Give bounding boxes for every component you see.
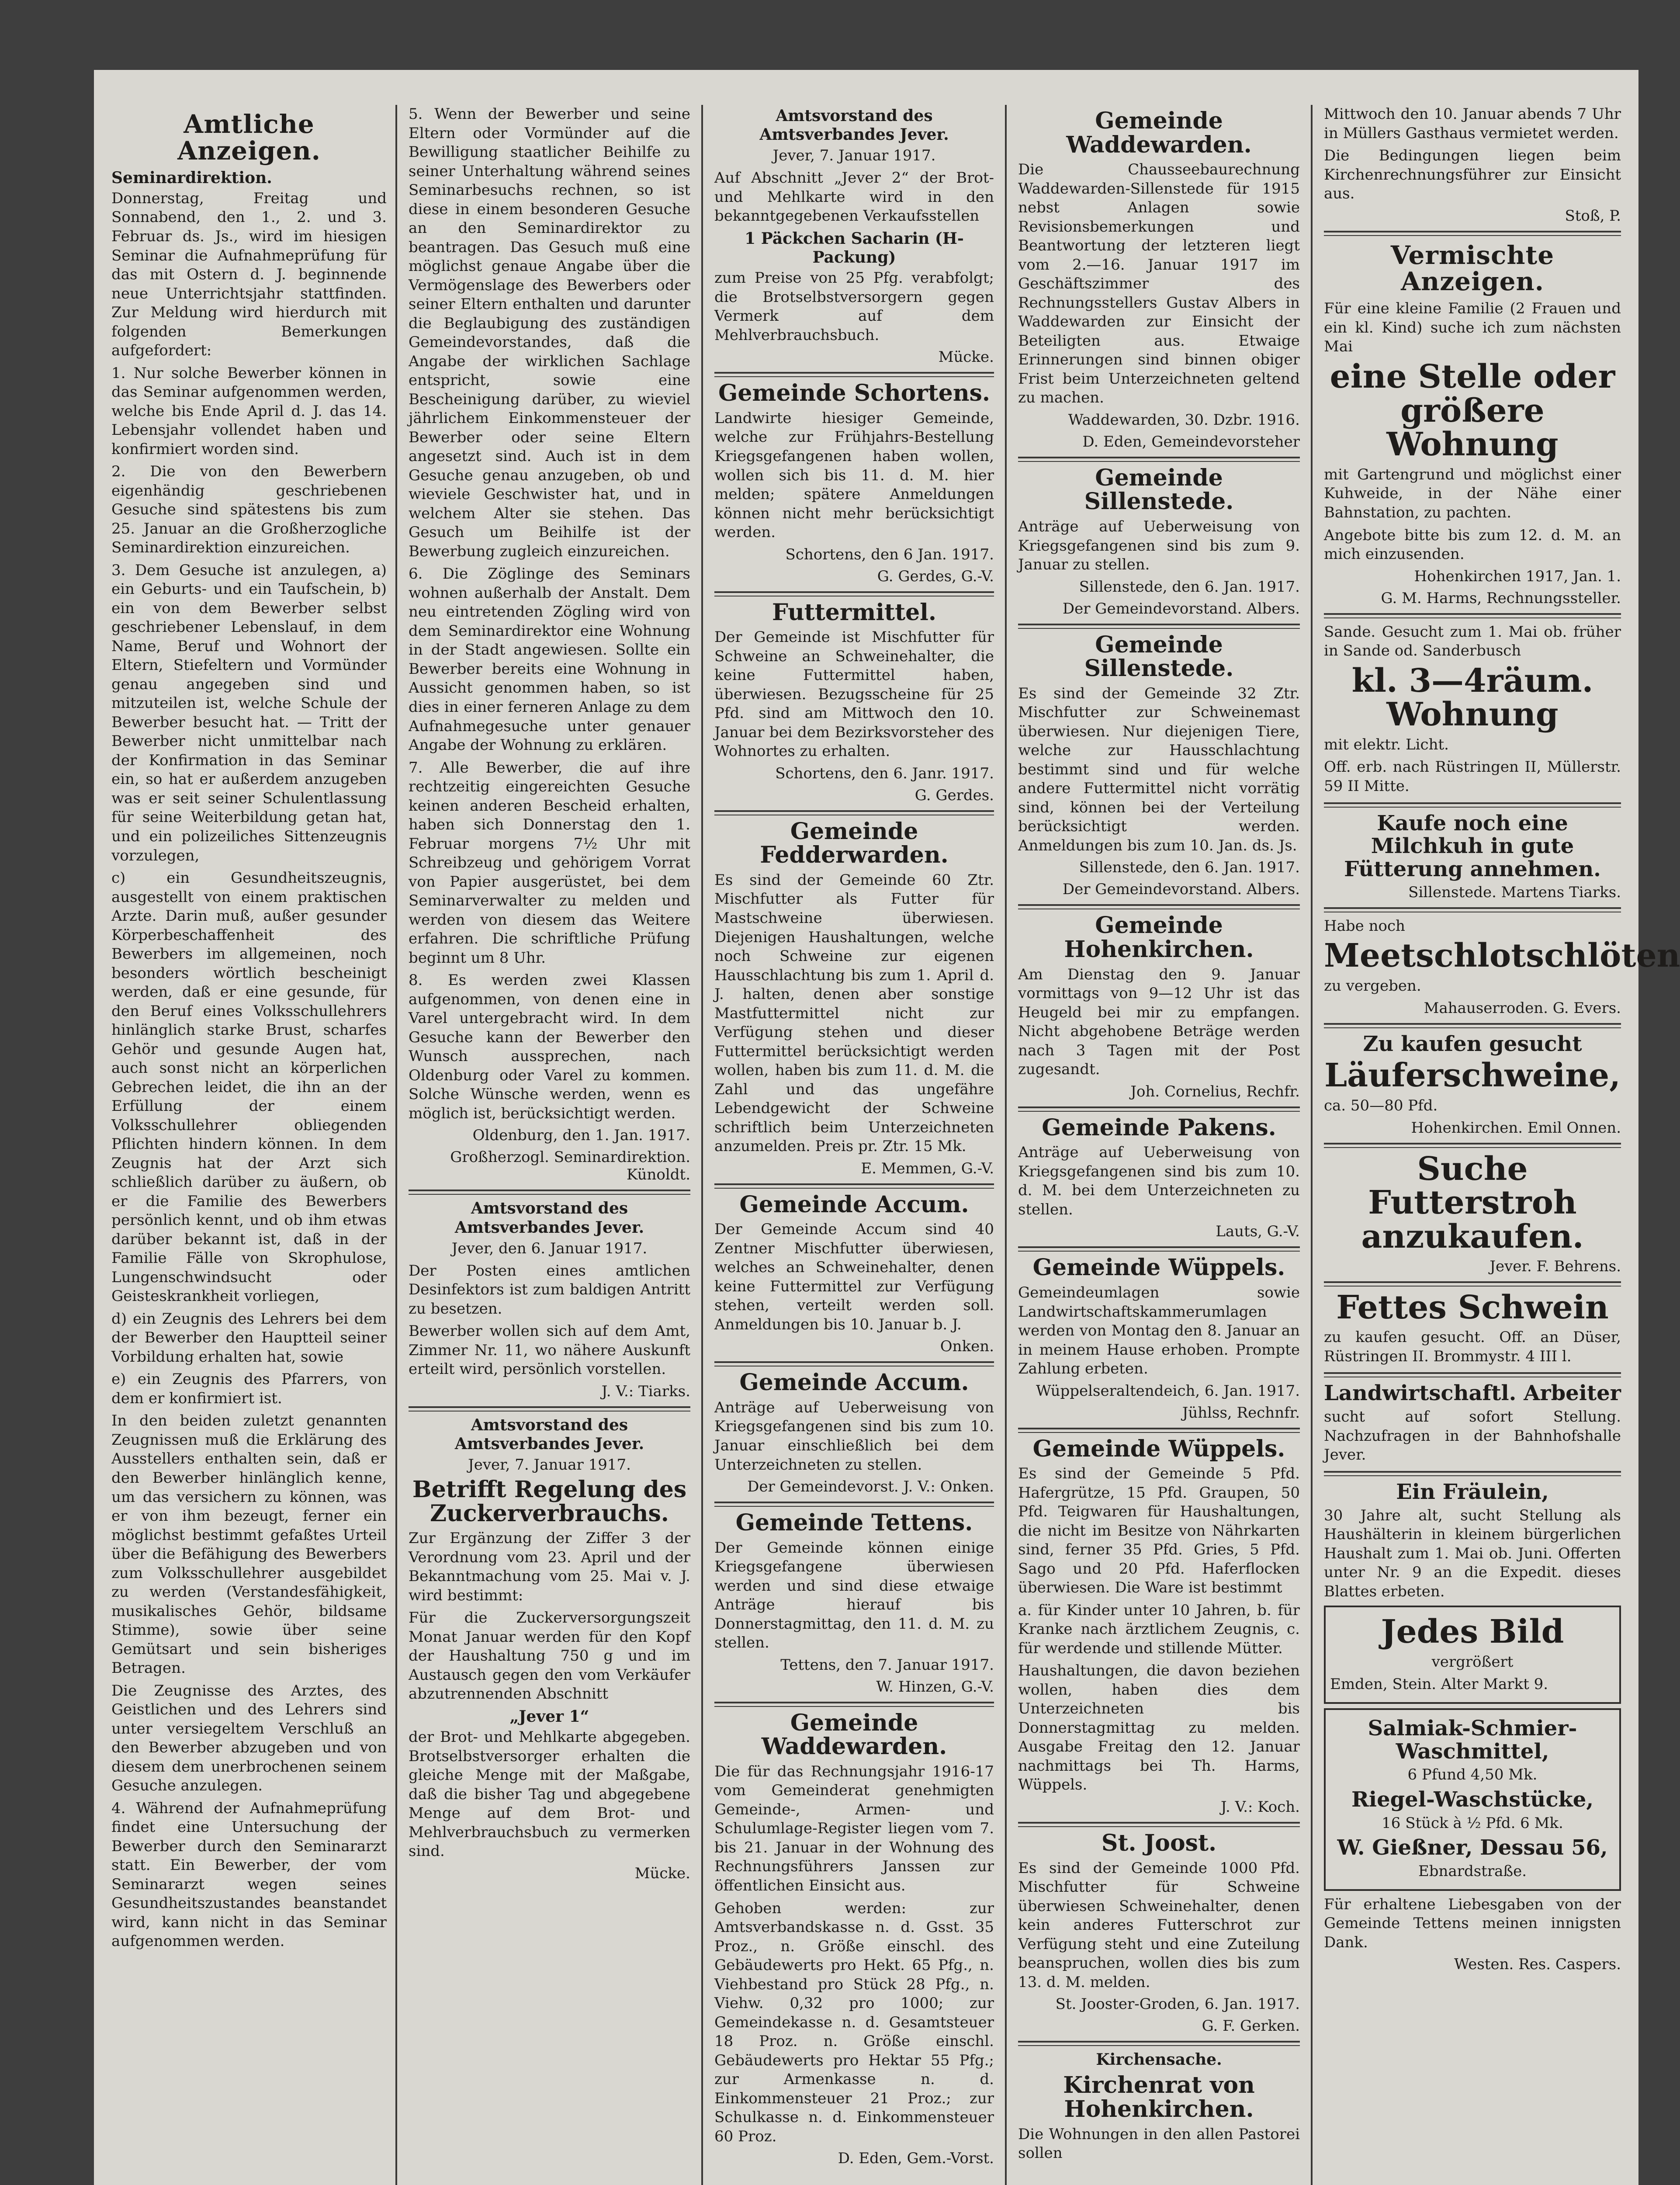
notice-title: Gemeinde Fedderwarden. xyxy=(760,818,949,869)
notice-signature: W. Hinzen, G.-V. xyxy=(876,1678,994,1696)
notice-separator xyxy=(714,1183,994,1189)
newspaper-page xyxy=(94,70,1680,2185)
ad-separator xyxy=(1324,613,1621,618)
notice-title: Gemeinde Sillenstede. xyxy=(1084,631,1234,682)
notice-heading: Amtsvorstand des Amtsverbandes Jever. xyxy=(454,1199,644,1237)
notice-text: Die für das Rechnungsjahr 1916-17 vom Gemeinderat genehmigten Gemeinde-, Armen- und Schulumlage-Register liegen vom 7. bis 21. Januar in der Wohnung des Rechnungsführers Janssen zur öffentlichen Einsicht aus. xyxy=(714,1762,994,1894)
section-title: Amtliche Anzeigen. xyxy=(177,109,321,166)
notice-separator xyxy=(409,1190,690,1195)
ad-text: Off. erb. nach Rüstringen II, Müllerstr. 59 II Mitte. xyxy=(1324,758,1621,795)
ad-text: mit Gartengrund und möglichst einer Kuhweide, in der Nähe einer Bahnstation, zu pachten. xyxy=(1324,465,1621,521)
notice-text: 5. Wenn der Bewerber und seine Eltern oder Vormünder auf die Bewilligung staatlicher Beihilfe zu seiner Unterhaltung während seines Seminarbesuchs rechnen, so ist diese in einem besonderen Gesuche an den Seminardirektor zu beantragen. Das Gesuch muß eine möglichst genaue Angabe über die Vermögenslage des Bewerbers oder seiner Eltern enthalten und darunter die Beglaubigung des zuständigen Gemeindevorstandes, daß die Angabe der wirklichen Sachlage entspricht, sowie eine Bescheinigung darüber, zu wieviel jährlichem Einkommensteuer der Bewerber oder seine Eltern angesetzt sind. Auch ist in dem Gesuche genau anzugeben, ob und wieviele Geschwister hat, und in welchem Alter sie stehen. Das Gesuch um Beihilfe ist der Bewerbung zugleich einzureichen. xyxy=(409,105,690,560)
ad-headline: Meetschlotschlöten xyxy=(1324,937,1680,975)
notice-text: Die Zeugnisse des Arztes, des Geistlichen und des Lehrers sind unter versiegeltem Verschluß an den Bewerber abzugeben und von diesem dem unerbrochenen seinem Gesuche anzulegen. xyxy=(111,1682,387,1795)
notice-text: Der Gemeinde Accum sind 40 Zentner Mischfutter überwiesen, welches an Schweinehalter, denen keine Futtermittel zur Verfügung stehen, verteilt werden soll. Anmeldungen bis 10. Januar b. J. xyxy=(714,1221,994,1333)
notice-separator xyxy=(1018,624,1300,629)
ad-text: 6 Pfund 4,50 Mk. xyxy=(1407,1766,1538,1784)
notice-separator xyxy=(1324,231,1621,236)
column-rule xyxy=(1311,105,1313,2185)
column-rule xyxy=(701,105,703,2185)
notice-text: 6. Die Zöglinge des Seminars wohnen außerhalb der Anstalt. Dem neu eintretenden Zögling wird von dem Seminardirektor eine Wohnung in der Stadt angewiesen. Sollte ein Bewerber bereits eine Wohnung in Aussicht genommen haben, so ist dies in einer ferneren Anlage zu dem Aufnahmegesuche unter genauer Angabe der Wohnung zu erklären. xyxy=(409,565,690,754)
notice-text: zum Preise von 25 Pfg. verabfolgt; die Brotselbstversorgern gegen Vermerk auf dem Mehlverbrauchsbuch. xyxy=(714,269,994,344)
notice-signature: Der Gemeindevorst. J. V.: Onken. xyxy=(747,1478,994,1496)
ad-headline: Riegel-Waschstücke, xyxy=(1351,1787,1594,1812)
notice-text: d) ein Zeugnis des Lehrers bei dem der Bewerber den Hauptteil seiner Vorbildung erhalten hat, sowie xyxy=(111,1310,387,1366)
notice-text: Zur Ergänzung der Ziffer 3 der Verordnung vom 23. April und der Bekanntmachung vom 25. Mai v. J. wird bestimmt: xyxy=(409,1530,690,1604)
ad-signature: Westen. Res. Caspers. xyxy=(1454,1956,1621,1973)
ad-signature: Hohenkirchen. Emil Onnen. xyxy=(1411,1119,1621,1137)
notice-text: c) ein Gesundheitszeugnis, ausgestellt von einem praktischen Arzte. Darin muß, außer gesunder Körperbeschaffenheit des Bewerbers im allgemeinen, noch besonders wörtlich bescheinigt werden, daß er eine gesunde, für den Beruf eines Volksschullehrers hinlänglich starke Brust, scharfes Gehör und gesunde Augen hat, auch sonst nicht an körperlichen Gebrechen leidet, die ihn an der Erfüllung der einem Volksschullehrer obliegenden Pflichten hindern können. In dem Zeugnis hat der Arzt sich schließlich darüber zu äußern, ob er die Familie des Bewerbers persönlich kennt, und ob ihm etwas darüber bekannt ist, daß in der Familie Fälle von Skrophulose, Lungenschwindsucht oder Geisteskrankheit vorliegen, xyxy=(111,869,387,1305)
ad-text: zu kaufen gesucht. Off. an Düser, Rüstringen II. Brommystr. 4 III l. xyxy=(1324,1328,1621,1365)
ad-separator xyxy=(1324,802,1621,808)
ad-separator xyxy=(1324,1281,1621,1287)
column-2 xyxy=(409,105,690,1887)
notice-separator xyxy=(714,591,994,597)
ad-headline: Fettes Schwein xyxy=(1336,1288,1609,1326)
notice-title: Gemeinde Schortens. xyxy=(718,380,991,407)
ad-date: Hohenkirchen 1917, Jan. 1. xyxy=(1414,567,1621,585)
notice-title: Gemeinde Wüppels. xyxy=(1032,1254,1285,1281)
notice-highlight: „Jever 1“ xyxy=(509,1707,589,1726)
notice-text: 3. Dem Gesuche ist anzulegen, a) ein Geburts- und ein Taufschein, b) ein von dem Bewerber selbst geschriebener Lebenslauf, in dem Name, Beruf und Wohnort der Eltern, Stiefeltern und Vormünder genau angegeben sind und mitzuteilen ist, welche Schule der Bewerber besucht hat. — Tritt der Bewerber nicht unmittelbar nach der Konfirmation in das Seminar ein, so hat er außerdem anzugeben was er seit seiner Schulentlassung für seine Weiterbildung getan hat, und ein polizeiliches Sittenzeugnis vorzulegen, xyxy=(111,561,387,864)
notice-date: St. Jooster-Groden, 6. Jan. 1917. xyxy=(1055,1995,1300,2013)
notice-signature: Stoß, P. xyxy=(1565,207,1621,225)
ad-text: ca. 50—80 Pfd. xyxy=(1324,1097,1438,1115)
notice-text: Gehoben werden: zur Amtsverbandskasse n. d. Gsst. 35 Proz., n. Größe einschl. des Gebäudewerts pro Hekt. 65 Pfg., n. Viehbestand pro Stück 28 Pfg., n. Viehw. 0,32 pro 1000; zur Gemeindekasse n. d. Gesamtsteuer 18 Proz. n. Größe einschl. Gebäudewerts pro Hektar 55 Pfg.; zur Armenkasse n. d. Einkommensteuer 21 Proz.; zur Schulkasse n. d. Einkommensteuer 60 Proz. xyxy=(714,1899,994,2145)
ad-separator xyxy=(1324,1143,1621,1148)
ad-separator xyxy=(1324,907,1621,912)
notice-text: Die Wohnungen in den allen Pastorei sollen xyxy=(1018,2125,1300,2162)
notice-title: St. Joost. xyxy=(1101,1829,1217,1856)
notice-text: Am Dienstag den 9. Januar vormittags von 9—12 Uhr ist das Heugeld bei mir zu empfangen. Nicht abgehobene Beträge werden nach 3 Tagen mit der Post zugesandt. xyxy=(1018,965,1300,1079)
ad-signature: G. M. Harms, Rechnungssteller. xyxy=(1381,589,1621,607)
ad-text: Habe noch xyxy=(1324,917,1405,935)
ad-text: Emden, Stein. Alter Markt 9. xyxy=(1330,1675,1548,1693)
notice-text: Der Gemeinde können einige Kriegsgefangene überwiesen werden und sind diese etwaige Anträge hierauf bis Donnerstagmittag, den 11. d. M. zu stellen. xyxy=(714,1539,994,1652)
notice-signature: Jühlss, Rechnfr. xyxy=(1182,1404,1300,1422)
notice-title: Gemeinde Accum. xyxy=(739,1191,969,1218)
ad-box xyxy=(1324,1708,1621,1891)
ad-text: sucht auf sofort Stellung. Nachzufragen in der Bahnhofshalle Jever. xyxy=(1324,1408,1621,1464)
notice-separator xyxy=(1018,1246,1300,1252)
notice-signature: G. F. Gerken. xyxy=(1202,2017,1300,2035)
notice-text: Die Bedingungen liegen beim Kirchenrechnungsführer zur Einsicht aus. xyxy=(1324,147,1621,203)
ad-text: zu vergeben. xyxy=(1324,977,1421,995)
notice-title: Betrifft Regelung des Zuckerverbrauchs. xyxy=(412,1476,687,1527)
notice-date: Jever, 7. Januar 1917. xyxy=(468,1456,631,1474)
ad-text: Ebnardstraße. xyxy=(1418,1862,1527,1880)
ad-text: Für erhaltene Liebesgaben von der Gemeinde Tettens meinen innigsten Dank. xyxy=(1324,1895,1621,1951)
column-rule xyxy=(395,105,397,2185)
notice-title: Futtermittel. xyxy=(772,599,937,626)
column-5 xyxy=(1324,105,1680,1977)
notice-title: Gemeinde Sillenstede. xyxy=(1084,464,1234,515)
notice-heading: Seminardirektion. xyxy=(111,168,272,187)
notice-text: Haushaltungen, die davon beziehen wollen, haben dies dem Unterzeichneten bis Donnerstagmittag zu melden. Ausgabe Freitag den 12. Januar nachmittags bei Th. Harms, Wüppels. xyxy=(1018,1662,1300,1794)
notice-signature: J. V.: Koch. xyxy=(1221,1798,1300,1816)
notice-text: Es sind der Gemeinde 32 Ztr. Mischfutter zur Schweinemast überwiesen. Nur diejenigen Tiere, welche zur Hausschlachtung bestimmt sind und für welche andere Futtermittel nicht vorrätig sind, können bei der Verteilung berücksichtigt werden. Anmeldungen bis zum 10. Jan. ds. Js. xyxy=(1018,684,1300,854)
notice-separator xyxy=(714,372,994,377)
ad-headline: Landwirtschaftl. Arbeiter xyxy=(1324,1381,1621,1406)
notice-title: Gemeinde Accum. xyxy=(739,1369,969,1396)
notice-heading: Kirchensache. xyxy=(1096,2050,1222,2069)
column-rule xyxy=(1005,105,1007,2185)
section-title: Vermischte Anzeigen. xyxy=(1390,240,1555,297)
notice-text: Landwirte hiesiger Gemeinde, welche zur Frühjahrs-Bestellung Kriegsgefangenen haben wollen, wollen sich bis 11. d. M. hier melden; spätere Anmeldungen können nicht mehr berücksichtigt werden. xyxy=(714,409,994,541)
notice-signature: Der Gemeindevorstand. Albers. xyxy=(1062,600,1300,617)
notice-title: Gemeinde Wüppels. xyxy=(1032,1435,1285,1462)
ad-text: Sande. Gesucht zum 1. Mai ob. früher in Sande od. Sanderbusch xyxy=(1324,623,1621,660)
notice-separator xyxy=(1018,1428,1300,1433)
notice-title: Gemeinde Hohenkirchen. xyxy=(1064,912,1254,963)
notice-title: Gemeinde Pakens. xyxy=(1042,1114,1276,1141)
ad-headline: Kaufe noch eine Milchkuh in gute Fütterung annehmen. xyxy=(1344,811,1601,882)
notice-date: Jever, den 6. Januar 1917. xyxy=(451,1239,648,1257)
ad-headline: kl. 3—4räum. Wohnung xyxy=(1351,662,1593,734)
ad-separator xyxy=(1324,1372,1621,1377)
notice-text: e) ein Zeugnis des Pfarrers, von dem er konfirmiert ist. xyxy=(111,1370,387,1407)
notice-signature: Großherzogl. Seminardirektion. Künoldt. xyxy=(450,1148,690,1184)
notice-separator xyxy=(1018,904,1300,909)
ad-text: Für eine kleine Familie (2 Frauen und ein kl. Kind) suche ich zum nächsten Mai xyxy=(1324,300,1621,356)
notice-text: 4. Während der Aufnahmeprüfung findet eine Untersuchung der Bewerber durch den Seminararzt statt. Ein Bewerber, der vom Seminararzt wegen seines Gesundheitszustandes beanstandet wird, kann nicht in das Seminar aufgenommen werden. xyxy=(111,1799,387,1950)
notice-text: Donnerstag, Freitag und Sonnabend, den 1., 2. und 3. Februar ds. Js., wird im hiesigen Seminar die Aufnahmeprüfung für das mit Ostern d. J. beginnende neue Unterrichtsjahr stattfinden. Zur Meldung wird hierdurch mit folgenden Bemerkungen aufgefordert: xyxy=(111,189,387,360)
notice-date: Wüppelseraltendeich, 6. Jan. 1917. xyxy=(1036,1382,1300,1400)
notice-text: Gemeindeumlagen sowie Landwirtschaftskammerumlagen werden von Montag den 8. Januar an in meinem Hause erhoben. Prompte Zahlung erbeten. xyxy=(1018,1283,1300,1378)
notice-separator xyxy=(714,1502,994,1507)
notice-signature: Mücke. xyxy=(634,1864,690,1882)
ad-headline: W. Gießner, Dessau 56, xyxy=(1337,1835,1608,1860)
notice-signature: Lauts, G.-V. xyxy=(1216,1223,1300,1241)
notice-date: Sillenstede, den 6. Jan. 1917. xyxy=(1079,859,1300,877)
notice-signature: J. V.: Tiarks. xyxy=(601,1382,690,1400)
notice-heading: Amtsvorstand des Amtsverbandes Jever. xyxy=(454,1415,644,1453)
notice-text: Es sind der Gemeinde 60 Ztr. Mischfutter als Futter für Mastschweine überwiesen. Diejenigen Haushaltungen, welche noch Schweine zur eigenen Hausschlachtung bis zum 1. April d. J. halten, denen aber sonstige Mastfuttermittel nicht zur Verfügung stehen und dieser Futtermittel berücksichtigt werden wollen, haben bis zum 11. d. M. die Zahl und das ungefähre Lebendgewicht der Schweine schriftlich beim Unterzeichneten anzumelden. Preis pr. Ztr. 15 Mk. xyxy=(714,871,994,1155)
ad-headline: Suche Futterstroh anzukaufen. xyxy=(1361,1150,1584,1256)
notice-separator xyxy=(1018,2041,1300,2046)
ad-headline: Ein Fräulein, xyxy=(1396,1479,1549,1504)
ad-signature: Mahauserroden. G. Evers. xyxy=(1424,999,1621,1017)
ad-headline: eine Stelle oder größere Wohnung xyxy=(1330,357,1615,464)
ad-text: mit elektr. Licht. xyxy=(1324,735,1449,753)
notice-title: Gemeinde Waddewarden. xyxy=(1066,108,1252,158)
notice-date: Schortens, den 6. Janr. 1917. xyxy=(775,764,994,782)
notice-text: Die Chausseebaurechnung Waddewarden-Sillenstede für 1915 nebst Anlagen sowie Revisionsbemerkungen und Beantwortung der letzteren liegt vom 2.—16. Januar 1917 im Geschäftszimmer des Rechnungsstellers Gustav Albers in Waddewarden zur Einsicht der Beteiligten aus. Etwaige Erinnerungen sind binnen obiger Frist beim Unterzeichneten geltend zu machen. xyxy=(1018,161,1300,407)
notice-text: Bewerber wollen sich auf dem Amt, Zimmer Nr. 11, wo nähere Auskunft erteilt wird, persönlich vorstellen. xyxy=(409,1322,690,1378)
notice-text: Der Posten eines amtlichen Desinfektors ist zum baldigen Antritt zu besetzen. xyxy=(409,1262,690,1318)
ad-text: vergrößert xyxy=(1431,1653,1514,1671)
notice-title: Gemeinde Tettens. xyxy=(735,1509,973,1536)
notice-text: 2. Die von den Bewerbern eigenhändig geschriebenen Gesuche sind spätestens bis zum 25. Januar an die Großherzogliche Seminardirektion einzureichen. xyxy=(111,463,387,557)
notice-text: Mittwoch den 10. Januar abends 7 Uhr in Müllers Gasthaus vermietet werden. xyxy=(1324,105,1621,142)
ad-headline: Zu kaufen gesucht xyxy=(1363,1031,1582,1056)
notice-signature: G. Gerdes. xyxy=(914,786,994,804)
notice-text: Anträge auf Ueberweisung von Kriegsgefangenen sind bis zum 10. d. M. bei dem Unterzeichneten zu stellen. xyxy=(1018,1144,1300,1218)
ad-headline: Läuferschweine, xyxy=(1324,1057,1621,1095)
column-3 xyxy=(714,105,994,2171)
notice-date: Jever, 7. Januar 1917. xyxy=(772,147,936,165)
ad-text: Angebote bitte bis zum 12. d. M. an mich einzusenden. xyxy=(1324,526,1621,563)
notice-signature: Der Gemeindevorstand. Albers. xyxy=(1062,881,1300,898)
notice-heading: Amtsvorstand des Amtsverbandes Jever. xyxy=(759,107,949,144)
notice-signature: Joh. Cornelius, Rechfr. xyxy=(1130,1082,1300,1100)
notice-text: 7. Alle Bewerber, die auf ihre rechtzeitig eingereichten Gesuche keinen anderen Bescheid erhalten, haben sich Donnerstag den 1. Februar morgens 7½ Uhr mit Schreibzeug und gehörigem Vorrat von Papier ausgerüstet, bei dem Seminarverwalter zu melden und werden von diesem das Weitere erfahren. Die schriftliche Prüfung beginnt um 8 Uhr. xyxy=(409,759,690,967)
ad-separator xyxy=(1324,1471,1621,1476)
notice-text: Anträge auf Ueberweisung von Kriegsgefangenen sind bis zum 9. Januar zu stellen. xyxy=(1018,518,1300,574)
notice-text: Es sind der Gemeinde 5 Pfd. Hafergrütze, 15 Pfd. Graupen, 50 Pfd. Teigwaren für Haushaltungen, die nicht im Besitze von Nährkarten sind, ferner 35 Pfd. Gries, 5 Pfd. Sago und 20 Pfd. Haferflocken überwiesen. Die Ware ist bestimmt xyxy=(1018,1465,1300,1597)
notice-date: Waddewarden, 30. Dzbr. 1916. xyxy=(1068,411,1300,429)
notice-title: Kirchenrat von Hohenkirchen. xyxy=(1063,2072,1255,2123)
notice-title: Gemeinde Waddewarden. xyxy=(761,1709,947,1760)
notice-separator xyxy=(714,1361,994,1366)
notice-text: Für die Zuckerversorgungszeit Monat Januar werden für den Kopf der Haushaltung 750 g und im Austausch gegen den vom Verkäufer abzutrennenden Abschnitt xyxy=(409,1609,690,1703)
notice-text: Auf Abschnitt „Jever 2“ der Brot- und Mehlkarte wird in den bekanntgegebenen Verkaufsstellen xyxy=(714,169,994,225)
column-1 xyxy=(111,105,387,1955)
ad-headline: Salmiak-Schmier-Waschmittel, xyxy=(1368,1716,1577,1764)
notice-separator xyxy=(1018,1106,1300,1112)
notice-signature: Mücke. xyxy=(938,348,994,366)
ad-signature: Jever. F. Behrens. xyxy=(1489,1257,1621,1275)
notice-separator xyxy=(714,810,994,815)
notice-separator xyxy=(409,1406,690,1412)
notice-text: 8. Es werden zwei Klassen aufgenommen, von denen eine in Varel untergebracht wird. In dem Gesuche kann der Bewerber den Wunsch aussprechen, nach Oldenburg oder Varel zu kommen. Solche Wünsche werden, wenn es möglich ist, berücksichtigt werden. xyxy=(409,971,690,1122)
ad-signature: Sillenstede. Martens Tiarks. xyxy=(1408,883,1621,901)
notice-signature: G. Gerdes, G.-V. xyxy=(877,567,994,585)
notice-text: Der Gemeinde ist Mischfutter für Schweine an Schweinehalter, die keine Futtermittel haben, überwiesen. Bezugsscheine für 25 Pfd. sind am Mittwoch den 10. Januar bei dem Bezirksvorsteher des Wohnortes zu erhalten. xyxy=(714,628,994,760)
notice-highlight: 1 Päckchen Sacharin (H-Packung) xyxy=(745,229,964,267)
notice-separator xyxy=(1018,1822,1300,1827)
notice-date: Oldenburg, den 1. Jan. 1917. xyxy=(472,1127,690,1145)
notice-text: 1. Nur solche Bewerber können in das Seminar aufgenommen werden, welche bis Ende April d. J. das 14. Lebensjahr vollendet haben und konfirmiert worden sind. xyxy=(111,364,387,458)
notice-separator xyxy=(714,1702,994,1707)
notice-text: In den beiden zuletzt genannten Zeugnissen muß die Erklärung des Ausstellers enthalten sein, daß er den Bewerber hinlänglich kenne, um das versichern zu können, was er von ihm bezeugt, ferner ein möglichst bestimmt gefaßtes Urteil über die Befähigung des Bewerbers zum Volksschullehrer ausgebildet zu werden (Verstandesfähigkeit, musikalisches Gehör, bildsame Stimme), sowie über seine Gemütsart und sein bisheriges Betragen. xyxy=(111,1412,387,1677)
notice-signature: D. Eden, Gemeindevorsteher xyxy=(1082,433,1300,451)
notice-text: Anträge auf Ueberweisung von Kriegsgefangenen sind bis zum 10. Januar einschließlich bei dem Unterzeichneten zu stellen. xyxy=(714,1398,994,1474)
ad-box xyxy=(1324,1606,1621,1704)
notice-text: der Brot- und Mehlkarte abgegeben. Brotselbstversorger erhalten die gleiche Menge mit der Maßgabe, daß die bisher Tag und abgegebene Menge auf dem Brot- und Mehlverbrauchsbuch zu vermerken sind. xyxy=(409,1728,690,1860)
notice-signature: D. Eden, Gem.-Vorst. xyxy=(838,2150,994,2168)
notice-date: Schortens, den 6 Jan. 1917. xyxy=(785,545,994,563)
ad-separator xyxy=(1324,1023,1621,1028)
notice-text: a. für Kinder unter 10 Jahren, b. für Kranke nach ärztlichem Zeugnis, c. für werdende und stillende Mütter. xyxy=(1018,1601,1300,1657)
notice-separator xyxy=(1018,457,1300,462)
ad-headline: Jedes Bild xyxy=(1381,1613,1564,1651)
ad-text: 16 Stück à ½ Pfd. 6 Mk. xyxy=(1382,1814,1563,1832)
notice-signature: E. Memmen, G.-V. xyxy=(861,1159,994,1177)
notice-text: Es sind der Gemeinde 1000 Pfd. Mischfutter für Schweine überwiesen Schweinehalter, denen kein anderes Futterschrot zur Verfügung steht und eine Zuteilung beanspruchen, wollen dies bis zum 13. d. M. melden. xyxy=(1018,1859,1300,1991)
notice-signature: Onken. xyxy=(940,1338,994,1356)
notice-date: Tettens, den 7. Januar 1917. xyxy=(780,1656,994,1674)
ad-text: 30 Jahre alt, sucht Stellung als Haushälterin in kleinem bürgerlichen Haushalt zum 1. Mai ob. Juni. Offerten unter Nr. 9 an die Expedit. dieses Blattes erbeten. xyxy=(1324,1506,1621,1600)
notice-date: Sillenstede, den 6. Jan. 1917. xyxy=(1079,578,1300,596)
column-4 xyxy=(1018,105,1300,2167)
